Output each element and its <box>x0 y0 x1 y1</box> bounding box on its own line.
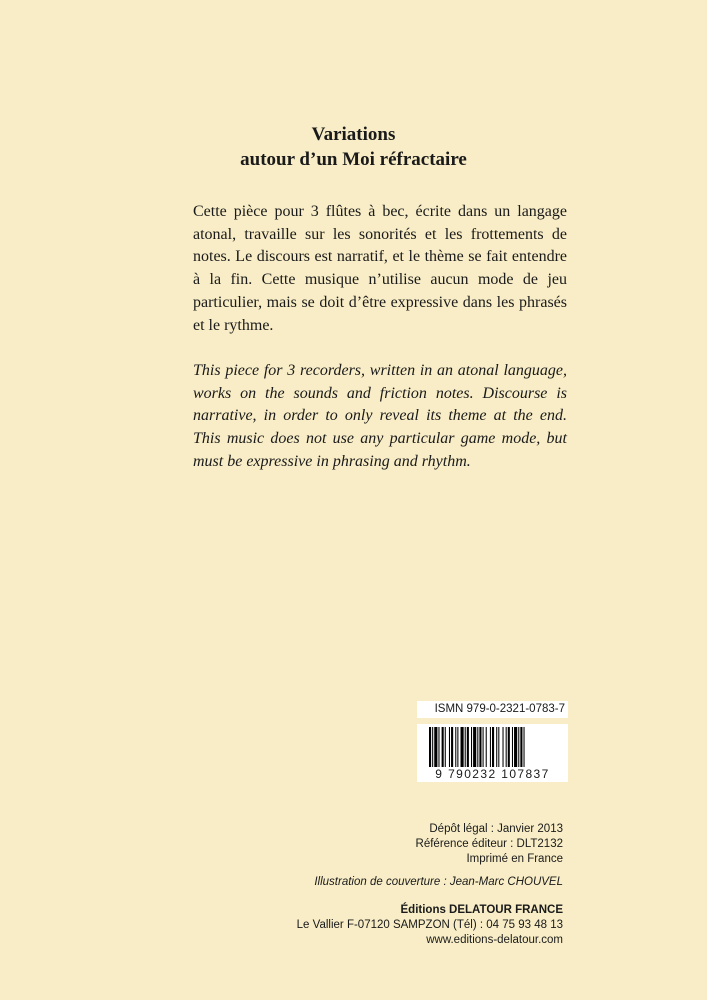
legal-info <box>416 822 563 867</box>
barcode-bar <box>473 727 476 767</box>
barcode-bar <box>498 727 499 767</box>
barcode-bar <box>477 727 478 767</box>
publisher-address: Le Vallier F-07120 SAMPZON (Tél) : 04 75 93 48 13 <box>296 919 563 931</box>
barcode-bar <box>445 727 446 767</box>
barcode-bars <box>417 724 568 770</box>
barcode-bar <box>508 727 510 767</box>
barcode-bar <box>512 727 513 767</box>
publisher-reference: Référence éditeur : DLT2132 <box>415 838 563 850</box>
barcode-bar <box>432 727 433 767</box>
barcode-bar <box>483 727 484 767</box>
barcode-bar <box>465 727 466 767</box>
ismn-label: ISMN 979-0-2321-0783-7 <box>417 701 568 718</box>
barcode-bar <box>490 727 491 767</box>
barcode-bar <box>506 727 507 767</box>
book-title <box>0 122 707 172</box>
barcode-bar <box>457 727 458 767</box>
barcode-bar <box>429 727 431 767</box>
description-english: This piece for 3 recorders, written in an atonal language, works on the sounds and friction notes. Discourse is narrative, in order to only reveal its theme at the end. This music does not use any particular game mode, but must be expressive in phrasing and rhythm. <box>193 362 567 470</box>
title-line-1: Variations <box>311 124 396 145</box>
description-french: Cette pièce pour 3 flûtes à bec, écrite dans un langage atonal, travaille sur les sonorités et les frottements de notes. Le discours est narratif, et le thème se fait entendre à la fin. Cette musique n’utilise aucun mode de jeu particulier, mais se doit d’être expressive dans les phrasés et le rythme. <box>193 203 567 334</box>
barcode-bar <box>479 727 481 767</box>
barcode-bar <box>467 727 469 767</box>
barcode-bar <box>492 727 494 767</box>
barcode-bar <box>524 727 525 767</box>
barcode-bar <box>451 727 453 767</box>
printed-in: Imprimé en France <box>466 853 563 865</box>
barcode-digits: 9 790232 107837 <box>435 767 550 781</box>
barcode-bar <box>486 727 487 767</box>
barcode-bar <box>514 727 517 767</box>
barcode-bar <box>449 727 450 767</box>
barcode-bar <box>434 727 437 767</box>
barcode-bar <box>455 727 456 767</box>
barcode-bar <box>518 727 519 767</box>
barcode-bar <box>471 727 472 767</box>
barcode-bar <box>520 727 522 767</box>
barcode <box>417 724 568 782</box>
title-line-2: autour d’un Moi réfractaire <box>240 149 467 170</box>
illustration-credit: Illustration de couverture : Jean-Marc CHOUVEL <box>314 876 563 888</box>
legal-deposit: Dépôt légal : Janvier 2013 <box>429 823 563 835</box>
publisher-website: www.editions-delatour.com <box>426 934 563 946</box>
barcode-bar <box>461 727 464 767</box>
publisher-info <box>297 903 563 948</box>
barcode-bar <box>496 727 497 767</box>
barcode-bar <box>442 727 444 767</box>
publisher-name: Éditions DELATOUR FRANCE <box>400 904 563 916</box>
barcode-bar <box>438 727 439 767</box>
barcode-bar <box>503 727 504 767</box>
